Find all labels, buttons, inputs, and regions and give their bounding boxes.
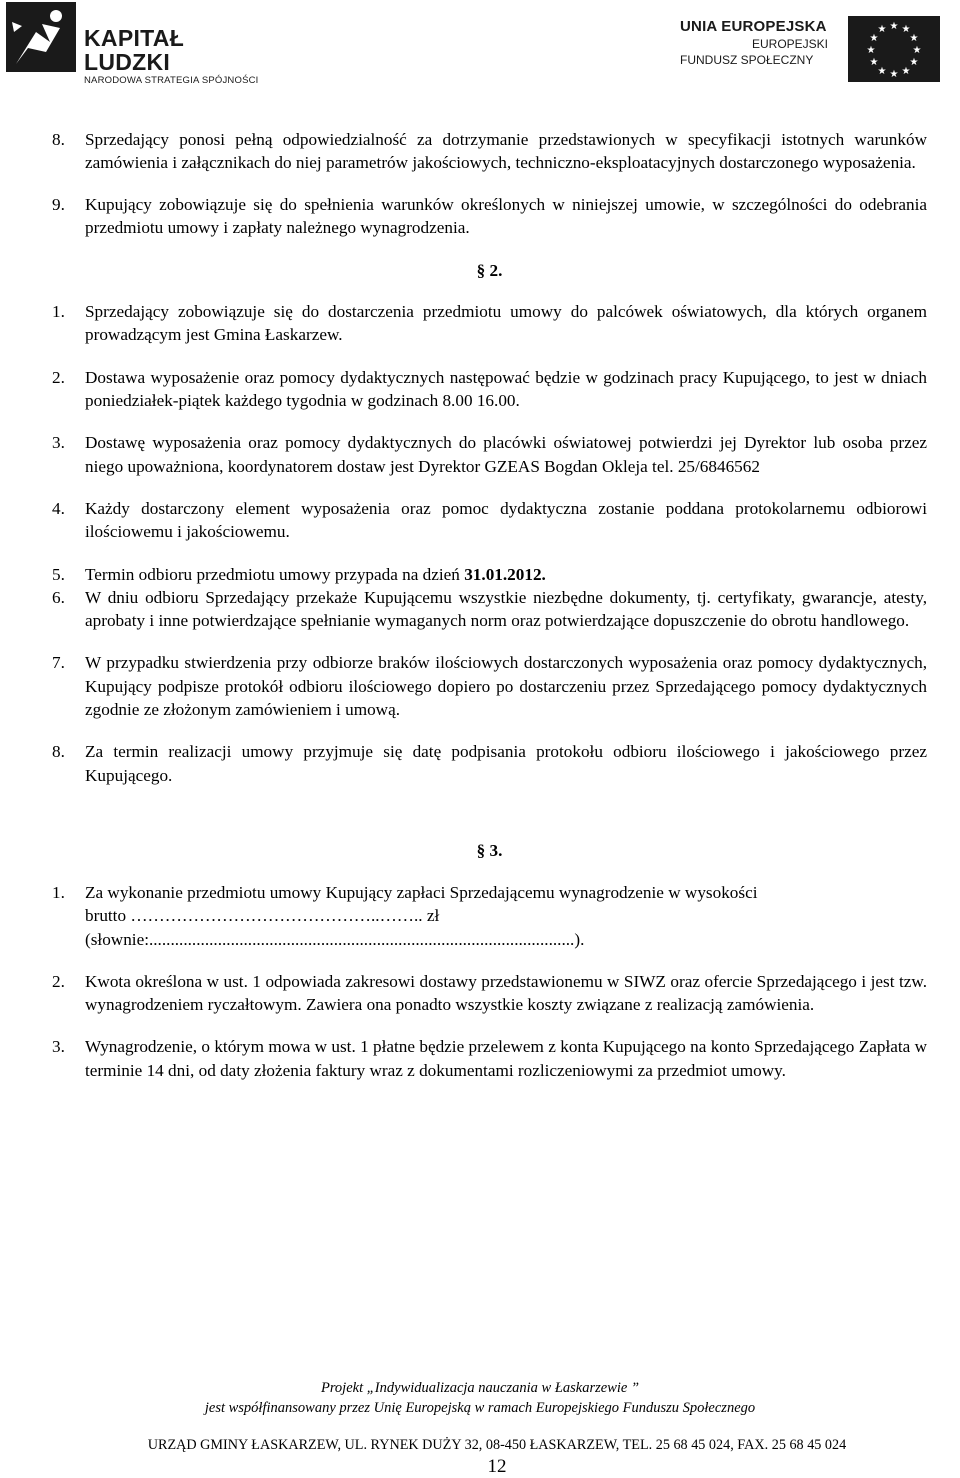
item-text: Dostawa wyposażenie oraz pomocy dydaktycznych następować będzie w godzinach pracy Kupującego, to jest w dniach poniedziałek-piątek każdego tygodnia w godzinach 8.00 16.00. [85,367,927,411]
eu-social-fund-logo [680,16,960,86]
item-text: Każdy dostarczony element wyposażenia oraz pomoc dydaktyczna zostanie poddana protokolarnemu odbiorowi ilościowemu i jakościowemu. [85,498,927,542]
item-number: 3. [52,1037,65,1057]
item-number: 6. [52,587,65,607]
list-item [52,563,927,586]
kapital-ludzki-logo [6,2,276,86]
svg-text:★: ★ [912,45,922,56]
project-footer [0,1378,960,1418]
item-text: Sprzedający zobowiązuje się do dostarczenia przedmiotu umowy do palcówek oświatowych, dla których organem prowadzącym jest Gmina Łaskarzew. [85,302,927,345]
section-number: 3. [489,840,503,860]
item-number: 8. [52,742,65,762]
svg-text:★: ★ [901,66,911,77]
gross-amount-blank: brutto ……………………………………..…….. zł [85,906,440,926]
item-text: Sprzedający ponosi pełną odpowiedzialność za dotrzymanie przedstawionych w specyfikacji istotnych warunków zamówienia i załącznikach do niej parametrów jakościowych, techniczno-eksploatacyjnych dostarczonego wyposażenia. [85,130,927,173]
list-item [52,740,927,787]
svg-text:★: ★ [877,66,887,77]
item-number: 1. [52,882,65,902]
item-number: 7. [52,653,65,673]
list-item [52,193,927,240]
list-item [52,1035,927,1082]
list-item [52,970,927,1017]
item-number: 9. [52,194,65,214]
svg-text:★: ★ [866,45,876,56]
svg-text:★: ★ [889,21,899,32]
svg-text:★: ★ [901,24,911,35]
eu-logo-line1: UNIA EUROPEJSKA [680,18,827,35]
list-item [52,431,927,478]
logo-subtitle: NARODOWA STRATEGIA SPÓJNOŚCI [84,75,259,86]
svg-text:★: ★ [909,33,919,44]
list-item [52,128,927,175]
list-item [52,651,927,721]
amount-in-words-blank: (słownie:...................................................................................................). [85,929,585,949]
eu-logo-line2: EUROPEJSKI [752,37,829,51]
eu-flag-icon [848,16,940,82]
item-number: 1. [52,302,65,322]
item-number: 2. [52,367,65,387]
item-number: 3. [52,433,65,453]
logo-title: KAPITAŁ LUDZKI [84,25,185,75]
svg-text:★: ★ [909,57,919,68]
item-text: Za termin realizacji umowy przyjmuje się datę podpisania protokołu odbioru ilościowego i jakościowego przez Kupującego. [85,742,927,785]
list-item [52,300,927,347]
page-number: 12 [487,1456,507,1477]
item-text: Wynagrodzenie, o którym mowa w ust. 1 płatne będzie przelewem z konta Kupującego na konto Sprzedającego Zapłata w terminie 14 dni, od daty złożenia faktury wraz z dokumentami rozliczeniowymi za przedmiot umowy. [85,1037,927,1080]
item-number: 2. [52,971,65,991]
svg-text:★: ★ [877,24,887,35]
svg-text:★: ★ [869,57,879,68]
item-number: 5. [52,564,65,584]
item-number: 4. [52,498,65,518]
project-funding: jest współfinansowany przez Unię Europejską w ramach Europejskiego Funduszu Społecznego [204,1400,756,1416]
section-number: 2. [489,261,503,281]
eu-logo-line3: FUNDUSZ SPOŁECZNY [680,53,814,67]
item-text: Kupujący zobowiązuje się do spełnienia warunków określonych w niniejszej umowie, w szczególności do odebrania przedmiotu umowy i zapłaty należnego wynagrodzenia. [85,194,927,237]
item-text: Termin odbioru przedmiotu umowy przypada na dzień [85,564,465,584]
item-text: Kwota określona w ust. 1 odpowiada zakresowi dostawy przedstawionemu w SIWZ oraz ofercie Sprzedającego i jest tzw. wynagrodzeniem ryczałtowym. Zawiera ona ponadto wszystkie koszty związane z realizacją zamówienia. [85,971,927,1015]
kapital-ludzki-emblem-icon [6,2,76,72]
item-text: W przypadku stwierdzenia przy odbiorze braków ilościowych dostarczonych wyposażenia oraz pomocy dydaktycznych, Kupujący podpisze protokół odbioru ilościowego dopiero po dostarczeniu przez Sprzedającego pomocy dydaktycznych zgodnie ze złożonym zamówieniem i umową. [85,653,927,720]
svg-text:★: ★ [869,33,879,44]
list-item [52,497,927,544]
section-heading-3: § 3. [476,840,503,860]
project-title: Projekt „Indywidualizacja nauczania w Łaskarzewie ” [320,1380,640,1396]
acceptance-date: 31.01.2012. [464,564,546,584]
item-text: Dostawę wyposażenia oraz pomocy dydaktycznych do placówki oświatowej potwierdzi jej Dyrektor lub osoba przez niego upoważniona, koordynatorem dostaw jest Dyrektor GZEAS Bogdan Okleja tel. 25/6846562 [85,433,927,476]
list-item [52,881,927,951]
contract-text [52,128,927,1082]
payment-text: Za wykonanie przedmiotu umowy Kupujący zapłaci Sprzedającemu wynagrodzenie w wysokości [85,882,758,902]
item-text: W dniu odbioru Sprzedający przekaże Kupującemu wszystkie niezbędne dokumenty, tj. certyfikaty, gwarancje, atesty, aprobaty i inne potwierdzające spełnianie wymaganych norm oraz potwierdzające dopuszczenie do obrotu handlowego. [85,587,927,631]
section-heading-2: § 2. [476,261,503,281]
svg-text:★: ★ [889,69,899,80]
office-address: URZĄD GMINY ŁASKARZEW, UL. RYNEK DUŻY 32, 08-450 ŁASKARZEW, TEL. 25 68 45 024, FAX. 25 68 45 024 [147,1437,847,1453]
list-item [52,586,927,633]
item-number: 8. [52,130,65,149]
list-item [52,366,927,413]
